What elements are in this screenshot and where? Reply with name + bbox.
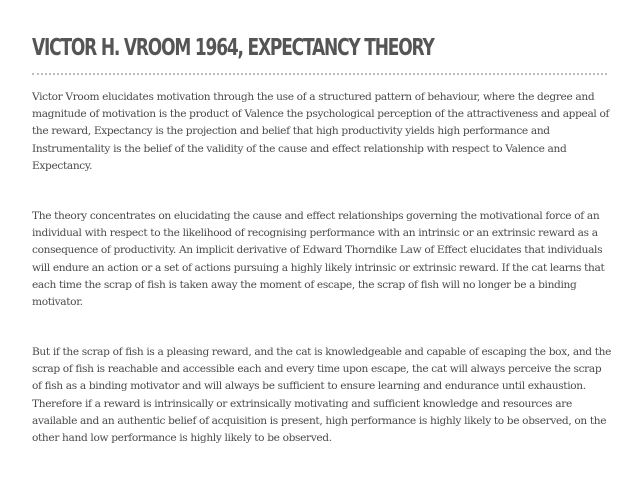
title-divider: [32, 73, 607, 75]
paragraph-cause-effect: The theory concentrates on elucidating the cause and effect relationships governing the motivational force of an individual with respect to the likelihood of recognising performance with an intrinsic or an extrinsic reward as a consequence of productivity. An implicit derivative of Edward Thorndike Law of Effect elucidates that individuals will endure an action or a set of actions pursuing a highly likely intrinsic or extrinsic reward. If the cat learns that each time the scrap of fish is taken away the moment of escape, the scrap of fish will no longer be a binding motivator.: [32, 210, 605, 309]
paragraph-scrap-of-fish: But if the scrap of fish is a pleasing reward, and the cat is knowledgeable and capable of escaping the box, and the scrap of fish is reachable and accessible each and every time upon escape, the cat will always perceive the scrap of fish as a binding motivator and will always be sufficient to ensure learning and endurance until exhaustion. Therefore if a reward is intrinsically or extrinsically motivating and sufficient knowledge and resources are available and an authentic belief of acquisition is present, high performance is highly likely to be observed, on the other hand low performance is highly likely to be observed.: [32, 346, 612, 445]
slide-title: VICTOR H. VROOM 1964, EXPECTANCY THEORY: [32, 35, 434, 61]
paragraph-vroom-motivation: Victor Vroom elucidates motivation through the use of a structured pattern of behaviour, where the degree and magnitude of motivation is the product of Valence the psychological perception of the attractiveness and appeal of the reward, Expectancy is the projection and belief that high productivity yields high performance and Instrumentality is the belief of the validity of the cause and effect relationship with respect to Valence and Expectancy.: [32, 91, 610, 172]
